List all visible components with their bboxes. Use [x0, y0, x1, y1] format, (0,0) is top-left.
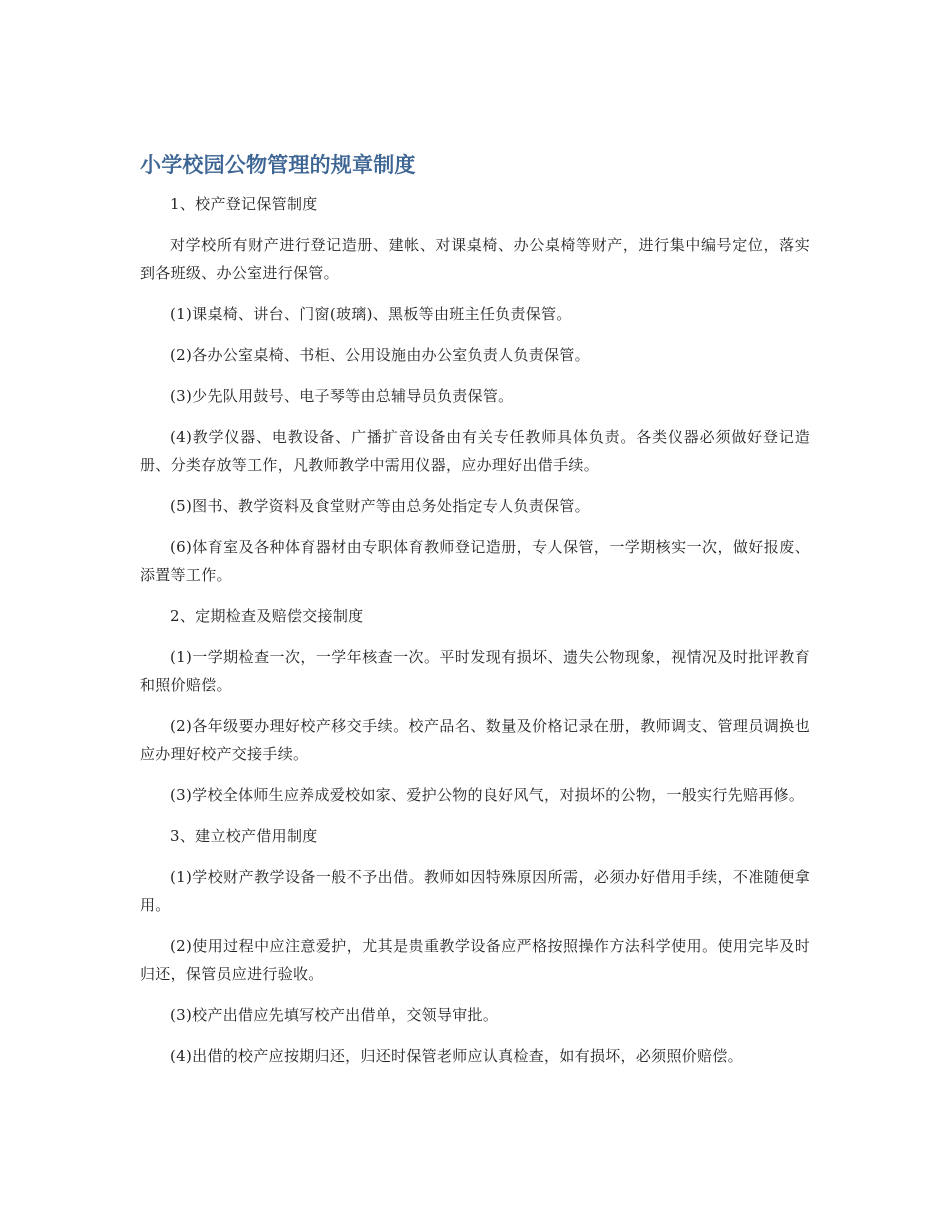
- paragraph: (3)学校全体师生应养成爱校如家、爱护公物的良好风气，对损坏的公物，一般实行先赔再修。: [170, 786, 805, 804]
- paragraph: (6)体育室及各种体育器材由专职体育教师登记造册，专人保管，一学期核实一次，做好报废、添置等工作。: [140, 538, 810, 584]
- paragraph: (4)出借的校产应按期归还，归还时保管老师应认真检查，如有损坏，必须照价赔偿。: [170, 1047, 743, 1065]
- paragraph: (2)各办公室桌椅、书柜、公用设施由办公室负责人负责保管。: [170, 346, 590, 364]
- document-title: 小学校园公物管理的规章制度: [140, 153, 416, 177]
- paragraph: 对学校所有财产进行登记造册、建帐、对课桌椅、办公桌椅等财产，进行集中编号定位，落实到各班级、办公室进行保管。: [140, 236, 810, 282]
- paragraph: (1)一学期检查一次，一学年核查一次。平时发现有损坏、遗失公物现象，视情况及时批评教育和照价赔偿。: [140, 648, 810, 694]
- section-heading-3: 3、建立校产借用制度: [170, 827, 318, 845]
- paragraph: (2)各年级要办理好校产移交手续。校产品名、数量及价格记录在册，教师调支、管理员调换也应办理好校产交接手续。: [140, 717, 810, 763]
- paragraph: (3)校产出借应先填写校产出借单，交领导审批。: [170, 1006, 499, 1024]
- paragraph: (4)教学仪器、电教设备、广播扩音设备由有关专任教师具体负责。各类仪器必须做好登记造册、分类存放等工作，凡教师教学中需用仪器，应办理好出借手续。: [140, 428, 810, 474]
- section-heading-2: 2、定期检查及赔偿交接制度: [170, 607, 364, 625]
- document-page: [140, 150, 810, 1083]
- paragraph: (5)图书、教学资料及食堂财产等由总务处指定专人负责保管。: [170, 497, 590, 515]
- paragraph: (3)少先队用鼓号、电子琴等由总辅导员负责保管。: [170, 387, 514, 405]
- section-heading-1: 1、校产登记保管制度: [170, 195, 318, 213]
- paragraph: (1)学校财产教学设备一般不予出借。教师如因特殊原因所需，必须办好借用手续，不准随便拿用。: [140, 868, 810, 914]
- paragraph: (1)课桌椅、讲台、门窗(玻璃)、黑板等由班主任负责保管。: [170, 305, 572, 323]
- paragraph: (2)使用过程中应注意爱护，尤其是贵重教学设备应严格按照操作方法科学使用。使用完毕及时归还，保管员应进行验收。: [140, 937, 810, 983]
